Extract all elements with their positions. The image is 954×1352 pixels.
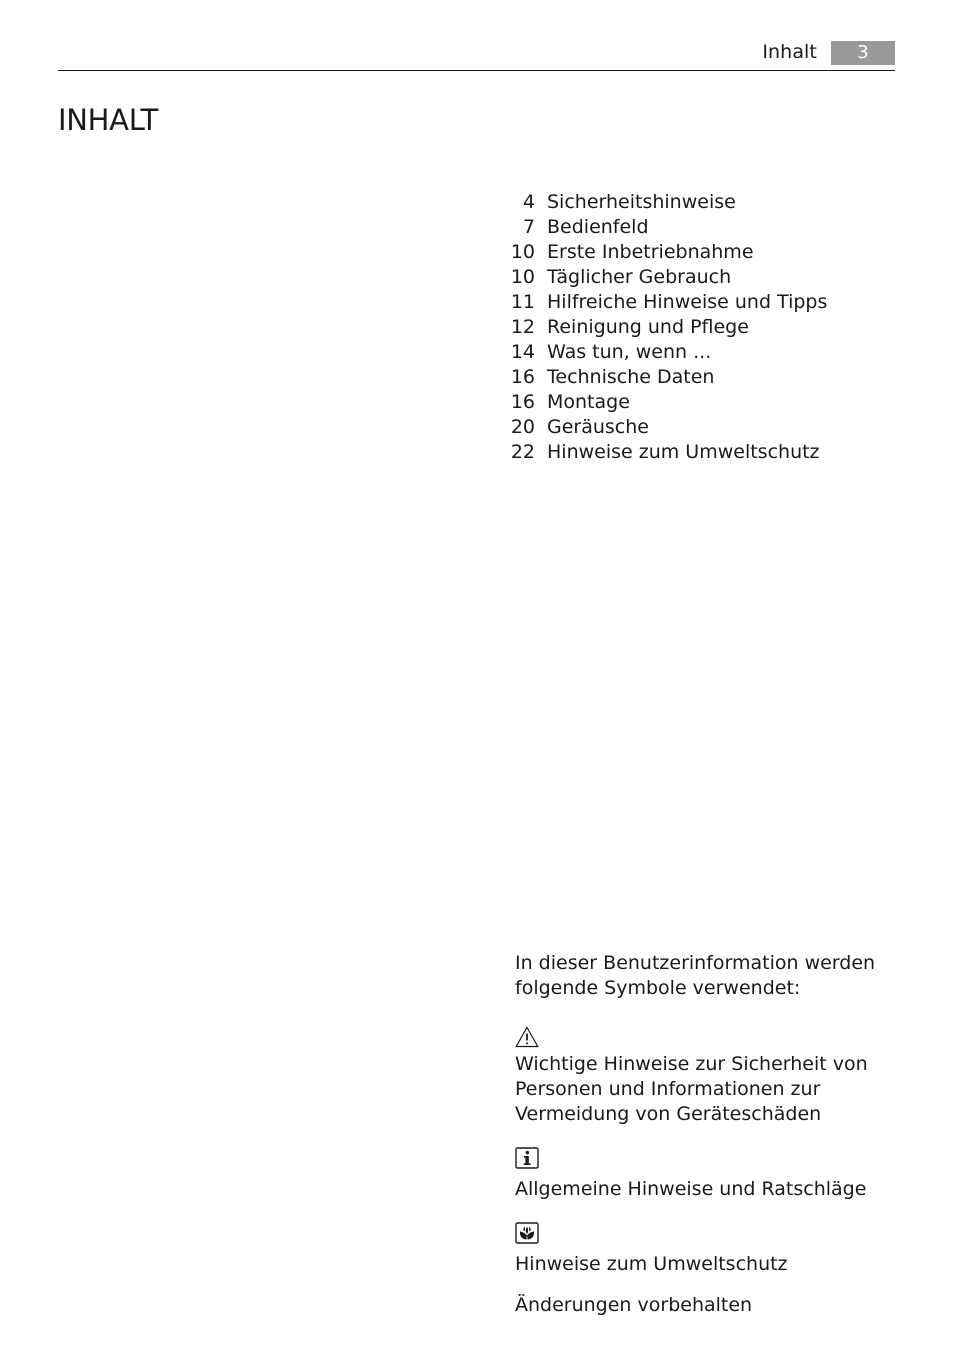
- warning-description-line: Personen und Informationen zur: [515, 1078, 821, 1100]
- toc-entry[interactable]: [500, 190, 827, 215]
- warning-description-line: Vermeidung von Geräteschäden: [515, 1103, 822, 1125]
- toc-entry[interactable]: [500, 265, 827, 290]
- toc-label: Was tun, wenn ...: [547, 341, 712, 363]
- environment-leaf-icon: [515, 1222, 895, 1246]
- symbol-legend: [515, 951, 895, 1318]
- table-of-contents: [500, 190, 827, 465]
- toc-label: Montage: [547, 391, 630, 413]
- toc-label: Hilfreiche Hinweise und Tipps: [547, 291, 828, 313]
- toc-label: Bedienfeld: [547, 216, 649, 238]
- toc-entry[interactable]: [500, 390, 827, 415]
- toc-page-number: 10: [510, 266, 535, 288]
- toc-entry[interactable]: [500, 340, 827, 365]
- toc-entry[interactable]: [500, 215, 827, 240]
- toc-label: Sicherheitshinweise: [547, 191, 736, 213]
- toc-entry[interactable]: [500, 365, 827, 390]
- warning-description-line: Wichtige Hinweise zur Sicherheit von: [515, 1053, 868, 1075]
- info-description: Allgemeine Hinweise und Ratschläge: [515, 1178, 867, 1200]
- toc-page-number: 14: [510, 341, 535, 363]
- header-rule: [58, 70, 895, 71]
- toc-entry[interactable]: [500, 290, 827, 315]
- toc-page-number: 12: [510, 316, 535, 338]
- page-number-badge: 3: [831, 41, 895, 65]
- header-section-label: Inhalt: [762, 41, 817, 63]
- toc-label: Täglicher Gebrauch: [547, 266, 732, 288]
- toc-page-number: 16: [510, 366, 535, 388]
- page-title: INHALT: [58, 103, 158, 137]
- toc-page-number: 4: [522, 191, 535, 213]
- toc-entry[interactable]: [500, 315, 827, 340]
- toc-page-number: 20: [510, 416, 535, 438]
- toc-page-number: 22: [510, 441, 535, 463]
- toc-page-number: 7: [522, 216, 535, 238]
- toc-label: Erste Inbetriebnahme: [547, 241, 754, 263]
- toc-entry[interactable]: [500, 240, 827, 265]
- toc-entry[interactable]: [500, 440, 827, 465]
- toc-entry[interactable]: [500, 415, 827, 440]
- legend-intro-line: folgende Symbole verwendet:: [515, 977, 801, 999]
- environment-description: Hinweise zum Umweltschutz: [515, 1253, 788, 1275]
- toc-label: Technische Daten: [547, 366, 715, 388]
- toc-page-number: 16: [510, 391, 535, 413]
- toc-label: Geräusche: [547, 416, 649, 438]
- info-icon: [515, 1147, 895, 1171]
- toc-page-number: 10: [510, 241, 535, 263]
- toc-page-number: 11: [510, 291, 535, 313]
- legend-footer-note: Änderungen vorbehalten: [515, 1294, 753, 1316]
- toc-label: Reinigung und Pflege: [547, 316, 749, 338]
- legend-intro-line: In dieser Benutzerinformation werden: [515, 952, 876, 974]
- warning-triangle-icon: [515, 1026, 895, 1050]
- toc-label: Hinweise zum Umweltschutz: [547, 441, 820, 463]
